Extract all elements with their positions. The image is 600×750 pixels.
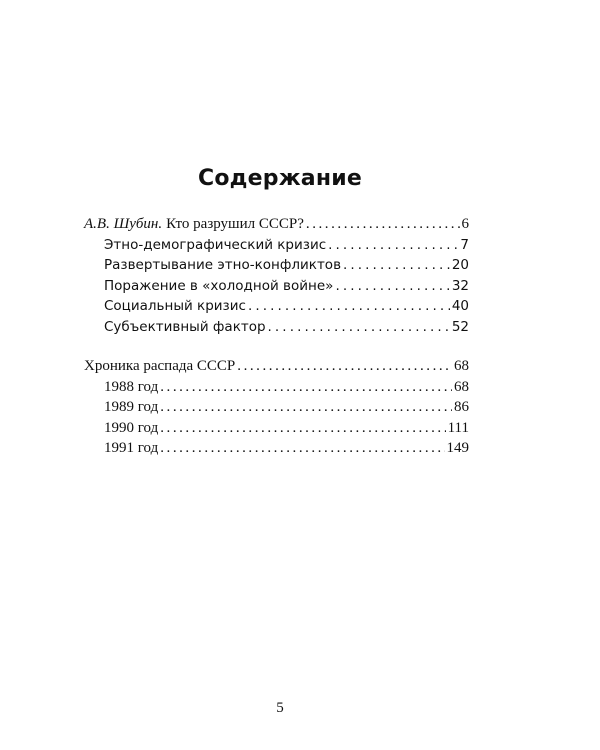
toc-entry-title: Развертывание этно-конфликтов [104, 257, 342, 273]
toc-entry-title: Кто разрушил СССР? [166, 216, 304, 232]
dot-leader [268, 317, 450, 337]
toc-entry-text [84, 214, 304, 234]
toc-entry-sub[interactable] [84, 418, 469, 439]
toc-entry-page: 6 [461, 216, 469, 232]
toc-entry-title: 1989 год [104, 399, 159, 415]
toc-entry-title: Социальный кризис [104, 298, 246, 314]
toc-entry-sub[interactable] [84, 397, 469, 418]
toc-entry-main[interactable] [84, 356, 469, 377]
toc-section-shubin [84, 214, 469, 337]
dot-leader [160, 377, 452, 397]
toc-entry-author: А.В. Шубин. [84, 216, 163, 232]
dot-leader [248, 296, 450, 316]
toc-entry-title: 1988 год [104, 378, 159, 395]
toc-entry-sub[interactable] [84, 296, 469, 317]
page-number: 5 [276, 700, 284, 716]
toc-entry-page: 40 [451, 298, 469, 314]
toc-entry-page: 68 [454, 378, 469, 395]
toc-entry-title: 1991 год [104, 440, 159, 456]
dot-leader [343, 255, 450, 275]
toc-entry-page: 7 [460, 236, 469, 253]
dot-leader [335, 276, 449, 296]
toc-entry-sub[interactable] [84, 438, 469, 459]
dot-leader [328, 235, 458, 255]
toc-entry-sub[interactable] [84, 276, 469, 297]
toc-entry-sub[interactable] [84, 377, 469, 398]
dot-leader [237, 356, 452, 376]
toc-entry-page: 32 [451, 277, 469, 294]
toc-entry-title: Этно-демографический кризис [104, 236, 327, 253]
dot-leader [306, 214, 460, 234]
toc-entry-sub[interactable] [84, 235, 469, 256]
toc-section-chronicle [84, 356, 469, 459]
toc-entry-main[interactable] [84, 214, 469, 235]
table-of-contents [84, 214, 469, 459]
toc-entry-page: 20 [451, 257, 469, 273]
toc-entry-sub[interactable] [84, 255, 469, 276]
toc-entry-page: 149 [446, 440, 469, 456]
toc-entry-sub[interactable] [84, 317, 469, 338]
toc-entry-page: 86 [454, 399, 469, 415]
dot-leader [160, 397, 452, 417]
dot-leader [160, 438, 444, 458]
toc-entry-page: 52 [451, 318, 469, 335]
toc-entry-title: 1990 год [104, 419, 159, 436]
toc-entry-title: Поражение в «холодной войне» [104, 277, 334, 294]
dot-leader [160, 418, 445, 438]
toc-entry-page: 111 [447, 419, 469, 436]
toc-entry-page: 68 [454, 358, 469, 374]
toc-entry-title: Субъективный фактор [104, 318, 266, 335]
toc-entry-title: Хроника распада СССР [84, 358, 236, 374]
page-title: Содержание [198, 166, 362, 191]
